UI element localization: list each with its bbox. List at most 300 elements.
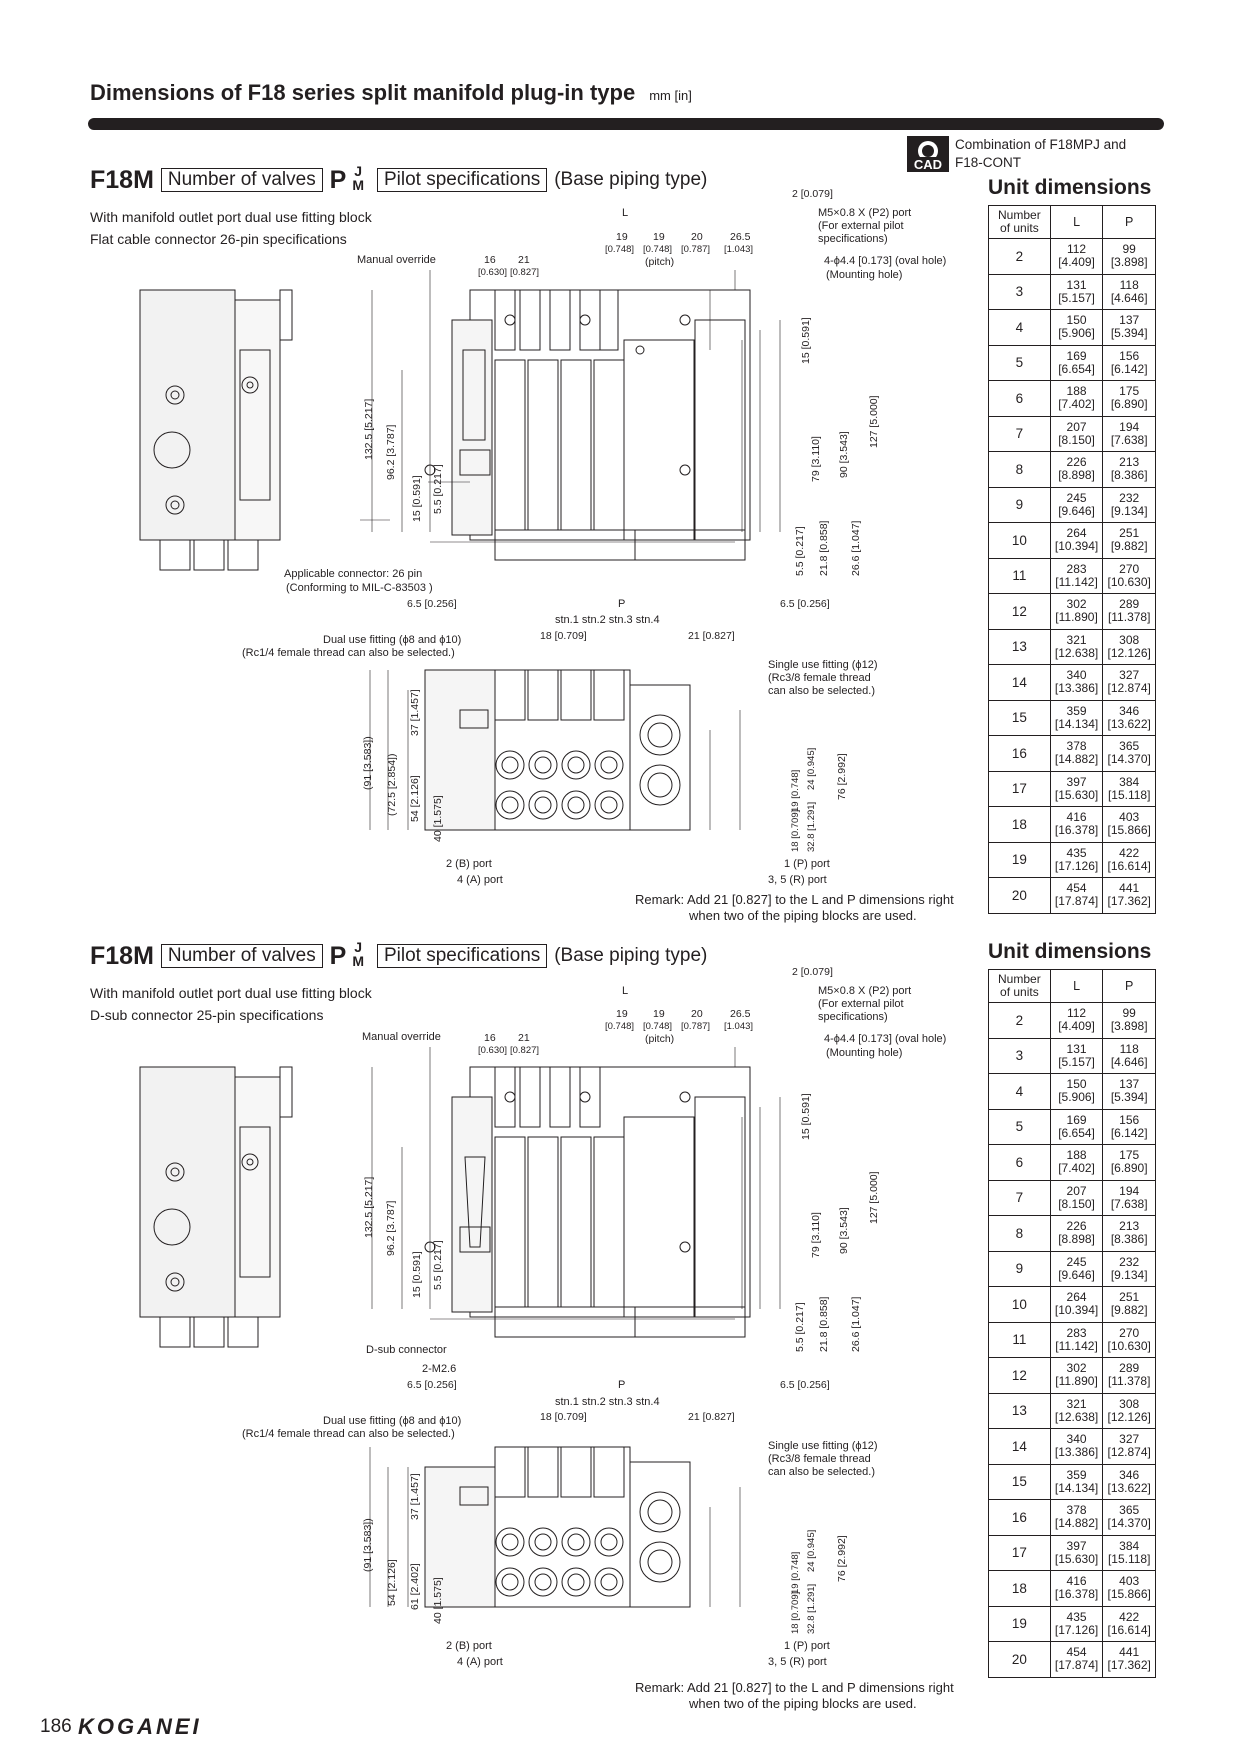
dim-127: 127 [5.000] — [868, 1171, 880, 1224]
L-cell — [1050, 700, 1103, 736]
dual-fitting-label1: Dual use fitting (ϕ8 and ϕ10) — [323, 634, 462, 646]
units-cell: 15 — [989, 700, 1051, 736]
P-cell — [1103, 1393, 1156, 1429]
table-row — [989, 700, 1156, 736]
P-mm: 289 — [1119, 1361, 1140, 1376]
dim-6-5l: 6.5 [0.256] — [407, 1379, 457, 1391]
L-cell — [1050, 736, 1103, 772]
P-mm: 441 — [1119, 1645, 1140, 1660]
P-in: [3.898] — [1110, 255, 1148, 270]
dim-26-6: 26.6 [1.047] — [850, 520, 862, 576]
dim-26-5: 26.5 — [730, 231, 751, 243]
L-mm: 454 — [1066, 881, 1087, 896]
p-letter: P — [329, 166, 347, 194]
units-cell: 5 — [989, 1109, 1051, 1145]
table-row — [989, 558, 1156, 594]
L-mm: 283 — [1066, 1325, 1087, 1340]
units-cell: 10 — [989, 523, 1051, 559]
L-in: [15.630] — [1054, 1551, 1099, 1566]
dim-2: 2 [0.079] — [792, 966, 833, 978]
j-letter: J — [354, 939, 363, 955]
P-in: [8.386] — [1110, 1232, 1148, 1247]
units-cell: 19 — [989, 1606, 1051, 1642]
dim-6-5r: 6.5 [0.256] — [780, 1379, 830, 1391]
single-fitting-label1: Single use fitting (ϕ12) — [768, 1440, 878, 1452]
dim-24: 24 [0.945] — [806, 1529, 817, 1572]
ext-pilot-label1: (For external pilot — [818, 220, 904, 232]
L-cell — [1050, 1074, 1103, 1110]
L-mm: 378 — [1066, 739, 1087, 754]
L-in: [9.646] — [1058, 503, 1095, 518]
P-cell — [1103, 1251, 1156, 1287]
dim-24: 24 [0.945] — [806, 747, 817, 790]
units-cell: 4 — [989, 1074, 1051, 1110]
L-cell — [1050, 1606, 1103, 1642]
P-mm: 422 — [1119, 845, 1140, 860]
L-in: [11.142] — [1055, 1338, 1098, 1353]
dim-40: 40 [1.575] — [432, 795, 444, 842]
P-cell — [1103, 1322, 1156, 1358]
P-mm: 365 — [1119, 739, 1140, 754]
L-cell — [1050, 239, 1103, 275]
L-cell — [1050, 665, 1103, 701]
dim-15b: 15 [0.591] — [800, 317, 812, 364]
L-mm: 397 — [1066, 774, 1087, 789]
station-labels: stn.1 stn.2 stn.3 stn.4 — [555, 1396, 660, 1408]
ext-pilot-label2: specifications) — [818, 1011, 888, 1023]
L-mm: 378 — [1066, 1503, 1087, 1518]
P-mm: 118 — [1119, 277, 1139, 292]
piping-type: (Base piping type) — [554, 169, 708, 190]
P-in: [12.126] — [1107, 645, 1151, 660]
units-cell: 4 — [989, 310, 1051, 346]
a-port-label: 4 (A) port — [457, 874, 503, 886]
L-mm: 226 — [1066, 455, 1087, 470]
dim-5-5: 5.5 [0.217] — [432, 1240, 444, 1290]
table-row — [989, 1606, 1156, 1642]
L-in: [11.890] — [1055, 610, 1098, 625]
L-cell — [1050, 1145, 1103, 1181]
units-label: mm [in] — [649, 88, 692, 103]
L-in: [6.654] — [1058, 1125, 1095, 1140]
P-cell — [1103, 523, 1156, 559]
P-in: [11.378] — [1107, 610, 1151, 625]
units-cell: 20 — [989, 878, 1051, 914]
L-in: [14.882] — [1054, 752, 1099, 767]
L-mm: 454 — [1066, 1645, 1087, 1660]
dim-20: 20 — [691, 1008, 703, 1020]
table-row — [989, 807, 1156, 843]
dim-54: 54 [2.126] — [409, 775, 421, 822]
table-row — [989, 1358, 1156, 1394]
dim-18: 18 [0.709] — [540, 1411, 587, 1423]
table-row — [989, 1074, 1156, 1110]
dim-19b: 19 — [653, 231, 665, 243]
remark-line1: Remark: Add 21 [0.827] to the L and P dimensions right — [635, 1680, 954, 1695]
connector-note2: (Conforming to MIL-C-83503 ) — [286, 582, 433, 594]
page-number: 186 — [40, 1716, 72, 1737]
L-cell — [1050, 274, 1103, 310]
dim-0630: [0.630] — [478, 1045, 508, 1056]
L-mm: 397 — [1066, 1538, 1087, 1553]
dim-90: 90 [3.543] — [838, 1207, 850, 1254]
L-mm: 150 — [1066, 1077, 1087, 1092]
L-mm: 169 — [1066, 348, 1087, 363]
dim-21: 21 — [518, 1032, 530, 1044]
L-mm: 112 — [1066, 1006, 1087, 1021]
table-row — [989, 1145, 1156, 1181]
m5-port-label: M5×0.8 X (P2) port — [818, 985, 912, 997]
desc-line2: D-sub connector 25-pin specifications — [90, 1007, 324, 1023]
table-row — [989, 1322, 1156, 1358]
units-cell: 7 — [989, 1180, 1051, 1216]
P-in: [10.630] — [1107, 574, 1151, 589]
P-in: [4.646] — [1110, 290, 1148, 305]
units-cell: 14 — [989, 1429, 1051, 1465]
section2-remark — [635, 1680, 954, 1712]
P-mm: 251 — [1119, 1290, 1140, 1305]
L-mm: 188 — [1066, 384, 1087, 399]
units-cell: 6 — [989, 381, 1051, 417]
P-cell — [1103, 1535, 1156, 1571]
L-mm: 435 — [1066, 845, 1087, 860]
pilot-box: Pilot specifications — [377, 168, 547, 192]
units-cell: 13 — [989, 1393, 1051, 1429]
P-cell — [1103, 1109, 1156, 1145]
manual-override-label: Manual override — [362, 1031, 441, 1043]
P-in: [4.646] — [1110, 1054, 1148, 1069]
P-mm: 403 — [1119, 810, 1140, 825]
L-cell — [1050, 1251, 1103, 1287]
L-mm: 131 — [1066, 1041, 1087, 1056]
cad-note-line2: F18-CONT — [955, 155, 1022, 170]
L-in: [11.890] — [1055, 1374, 1098, 1389]
P-mm: 365 — [1119, 1503, 1140, 1518]
unit-dimensions-table — [988, 969, 1156, 1678]
pitch-label: (pitch) — [645, 1033, 675, 1045]
a-port-label: 4 (A) port — [457, 1656, 503, 1668]
L-cell — [1050, 1180, 1103, 1216]
L-mm: 283 — [1066, 561, 1087, 576]
dim-19-v: 19 [0.748] — [790, 769, 801, 812]
dim-72-5: (72.5 [2.854]) — [386, 753, 398, 816]
L-in: [14.134] — [1054, 1480, 1099, 1495]
L-cell — [1050, 452, 1103, 488]
units-cell: 17 — [989, 1535, 1051, 1571]
dim-127: 127 [5.000] — [868, 395, 880, 448]
P-mm: 346 — [1119, 1467, 1140, 1482]
P-in: [16.614] — [1107, 1622, 1151, 1637]
L-mm: 359 — [1066, 1467, 1087, 1482]
mount-hole-label1: 4-ϕ4.4 [0.173] (oval hole) — [824, 1033, 947, 1045]
col-units-line1: Number — [998, 972, 1041, 986]
dim-0748b: [0.748] — [643, 244, 673, 255]
dim-0827: [0.827] — [510, 1045, 540, 1056]
col-units-line1: Number — [998, 208, 1041, 222]
P-cell — [1103, 1074, 1156, 1110]
cad-icon — [907, 136, 949, 172]
P-mm: 308 — [1119, 632, 1140, 647]
L-in: [13.386] — [1054, 681, 1099, 696]
table-row — [989, 452, 1156, 488]
P-mm: 232 — [1119, 1254, 1140, 1269]
table-row — [989, 878, 1156, 914]
L-cell — [1050, 1500, 1103, 1536]
L-cell — [1050, 1571, 1103, 1607]
P-in: [11.378] — [1107, 1374, 1151, 1389]
P-mm: 327 — [1119, 1432, 1140, 1447]
table-row — [989, 1287, 1156, 1323]
brand-logo: KOGANEI — [78, 1714, 202, 1739]
table-row — [989, 1393, 1156, 1429]
P-in: [9.134] — [1110, 1267, 1148, 1282]
col-units-line2: of units — [1000, 985, 1039, 999]
dual-fitting-label2: (Rc1/4 female thread can also be selected.) — [242, 647, 455, 659]
P-cell — [1103, 1287, 1156, 1323]
P-mm: 441 — [1119, 881, 1140, 896]
units-cell: 19 — [989, 842, 1051, 878]
P-mm: 118 — [1119, 1041, 1139, 1056]
P-in: [5.394] — [1110, 1090, 1148, 1105]
P-mm: 232 — [1119, 490, 1140, 505]
P-cell — [1103, 629, 1156, 665]
L-mm: 340 — [1066, 1432, 1087, 1447]
dim-21b: 21 [0.827] — [688, 1411, 735, 1423]
table-row — [989, 1251, 1156, 1287]
model-code: F18M — [90, 942, 154, 970]
L-mm: 188 — [1066, 1148, 1087, 1163]
P-cell — [1103, 1358, 1156, 1394]
units-cell: 3 — [989, 1038, 1051, 1074]
units-cell: 17 — [989, 771, 1051, 807]
cad-badge-text: CAD — [913, 157, 943, 172]
L-cell — [1050, 1109, 1103, 1145]
L-in: [7.402] — [1058, 397, 1095, 412]
P-mm: 156 — [1119, 1112, 1140, 1127]
units-cell: 7 — [989, 416, 1051, 452]
dim-21b: 21 [0.827] — [688, 630, 735, 642]
page-title — [90, 80, 692, 106]
dim-15b: 15 [0.591] — [800, 1093, 812, 1140]
dim-0748a: [0.748] — [605, 1021, 635, 1032]
P-in: [9.882] — [1110, 1303, 1148, 1318]
P-in: [13.622] — [1107, 1480, 1151, 1495]
L-mm: 245 — [1066, 1254, 1087, 1269]
station-labels: stn.1 stn.2 stn.3 stn.4 — [555, 614, 660, 626]
dim-0787: [0.787] — [681, 1021, 711, 1032]
P-in: [5.394] — [1110, 326, 1148, 341]
L-in: [16.378] — [1054, 823, 1099, 838]
L-cell — [1050, 1322, 1103, 1358]
single-fitting-label2: (Rc3/8 female thread — [768, 672, 871, 684]
dim-18-v: 18 [0.709] — [790, 1591, 801, 1634]
ext-pilot-label2: specifications) — [818, 233, 888, 245]
P-mm: 175 — [1119, 384, 1140, 399]
dim-91: (91 [3.583]) — [362, 736, 374, 790]
unit-dimensions-table — [988, 205, 1156, 914]
dim-P: P — [618, 598, 626, 610]
P-in: [12.126] — [1107, 1409, 1151, 1424]
table-row — [989, 1180, 1156, 1216]
L-cell — [1050, 771, 1103, 807]
L-cell — [1050, 1535, 1103, 1571]
L-mm: 131 — [1066, 277, 1087, 292]
P-in: [7.638] — [1110, 1196, 1148, 1211]
dim-16: 16 — [484, 1032, 496, 1044]
units-cell: 2 — [989, 239, 1051, 275]
single-fitting-label1: Single use fitting (ϕ12) — [768, 659, 878, 671]
m-letter: M — [352, 953, 365, 969]
L-in: [17.874] — [1054, 894, 1099, 909]
L-cell — [1050, 487, 1103, 523]
p-letter: P — [329, 942, 347, 970]
P-cell — [1103, 1038, 1156, 1074]
L-mm: 302 — [1066, 597, 1087, 612]
P-mm: 194 — [1119, 1183, 1140, 1198]
units-cell: 11 — [989, 1322, 1051, 1358]
P-cell — [1103, 1216, 1156, 1252]
ext-pilot-label1: (For external pilot — [818, 998, 904, 1010]
L-cell — [1050, 416, 1103, 452]
P-cell — [1103, 594, 1156, 630]
units-cell: 12 — [989, 1358, 1051, 1394]
desc-line2: Flat cable connector 26-pin specifications — [90, 231, 347, 247]
L-in: [17.874] — [1054, 1658, 1099, 1673]
units-cell: 16 — [989, 1500, 1051, 1536]
L-in: [11.142] — [1055, 574, 1098, 589]
L-in: [8.898] — [1058, 1232, 1095, 1247]
L-cell — [1050, 842, 1103, 878]
table-row — [989, 1535, 1156, 1571]
P-in: [9.134] — [1110, 503, 1148, 518]
L-in: [5.157] — [1058, 290, 1095, 305]
L-mm: 245 — [1066, 490, 1087, 505]
valves-box: Number of valves — [161, 944, 323, 968]
table-row — [989, 239, 1156, 275]
col-P: P — [1103, 970, 1156, 1003]
dim-19a: 19 — [616, 231, 628, 243]
remark-line2: when two of the piping blocks are used. — [689, 1696, 917, 1711]
L-in: [10.394] — [1054, 539, 1099, 554]
P-cell — [1103, 1464, 1156, 1500]
P-cell — [1103, 665, 1156, 701]
dim-0630: [0.630] — [478, 267, 508, 278]
r-port-label: 3, 5 (R) port — [768, 874, 827, 886]
col-P: P — [1103, 206, 1156, 239]
dim-91: (91 [3.583]) — [362, 1518, 374, 1572]
P-mm: 403 — [1119, 1574, 1140, 1589]
P-cell — [1103, 274, 1156, 310]
section1-header — [90, 164, 707, 195]
units-cell: 15 — [989, 1464, 1051, 1500]
P-in: [15.118] — [1107, 787, 1151, 802]
P-in: [6.890] — [1110, 397, 1148, 412]
connector-note2: 2-M2.6 — [422, 1363, 457, 1375]
L-in: [17.126] — [1054, 1622, 1099, 1637]
L-in: [14.134] — [1054, 716, 1099, 731]
col-L: L — [1050, 206, 1103, 239]
table-row — [989, 1038, 1156, 1074]
section1-remark — [635, 892, 954, 924]
L-in: [8.898] — [1058, 468, 1095, 483]
desc-line1: With manifold outlet port dual use fitting block — [90, 209, 372, 225]
L-in: [16.378] — [1054, 1587, 1099, 1602]
P-cell — [1103, 1429, 1156, 1465]
L-in: [5.157] — [1058, 1054, 1095, 1069]
model-code: F18M — [90, 166, 154, 194]
L-mm: 150 — [1066, 313, 1087, 328]
L-mm: 169 — [1066, 1112, 1087, 1127]
dim-32-8: 32.8 [1.291] — [806, 801, 817, 852]
manual-override-label: Manual override — [357, 254, 436, 266]
L-cell — [1050, 878, 1103, 914]
L-mm: 321 — [1066, 632, 1087, 647]
L-in: [14.882] — [1054, 1516, 1099, 1531]
P-mm: 384 — [1119, 774, 1140, 789]
L-mm: 264 — [1066, 1290, 1087, 1305]
P-cell — [1103, 239, 1156, 275]
P-in: [6.890] — [1110, 1161, 1148, 1176]
dim-79: 79 [3.110] — [810, 436, 822, 482]
L-mm: 321 — [1066, 1396, 1087, 1411]
P-mm: 327 — [1119, 668, 1140, 683]
dim-79: 79 [3.110] — [810, 1212, 822, 1258]
dim-5-5b: 5.5 [0.217] — [794, 526, 806, 576]
L-cell — [1050, 1393, 1103, 1429]
L-mm: 112 — [1066, 242, 1087, 257]
L-cell — [1050, 310, 1103, 346]
table-row — [989, 381, 1156, 417]
units-cell: 16 — [989, 736, 1051, 772]
table-row — [989, 523, 1156, 559]
title-text: Dimensions of F18 series split manifold plug-in type — [90, 80, 636, 105]
mount-hole-label2: (Mounting hole) — [826, 269, 903, 281]
b-port-label: 2 (B) port — [446, 858, 492, 870]
P-cell — [1103, 700, 1156, 736]
P-mm: 137 — [1119, 313, 1140, 328]
P-cell — [1103, 1500, 1156, 1536]
m-letter: M — [352, 177, 365, 193]
P-cell — [1103, 1606, 1156, 1642]
P-mm: 346 — [1119, 703, 1140, 718]
section2-header — [90, 940, 707, 971]
units-cell: 9 — [989, 1251, 1051, 1287]
dim-132-5: 132.5 [5.217] — [363, 398, 375, 460]
P-cell — [1103, 310, 1156, 346]
P-cell — [1103, 736, 1156, 772]
section2-desc — [90, 982, 372, 1026]
table-row — [989, 1429, 1156, 1465]
P-cell — [1103, 1642, 1156, 1678]
table-row — [989, 274, 1156, 310]
table-row — [989, 1464, 1156, 1500]
section1-desc — [90, 206, 372, 250]
P-cell — [1103, 771, 1156, 807]
table-row — [989, 842, 1156, 878]
units-cell: 9 — [989, 487, 1051, 523]
p-port-label: 1 (P) port — [784, 858, 830, 870]
unit-table-title: Unit dimensions — [988, 940, 1152, 963]
units-cell: 5 — [989, 345, 1051, 381]
P-mm: 213 — [1119, 1219, 1140, 1234]
units-cell: 18 — [989, 807, 1051, 843]
dim-61: 61 [2.402] — [409, 1563, 421, 1610]
units-cell: 13 — [989, 629, 1051, 665]
table-row — [989, 1571, 1156, 1607]
dim-26-6: 26.6 [1.047] — [850, 1296, 862, 1352]
dim-21-8: 21.8 [0.858] — [818, 1296, 830, 1352]
P-in: [3.898] — [1110, 1019, 1148, 1034]
